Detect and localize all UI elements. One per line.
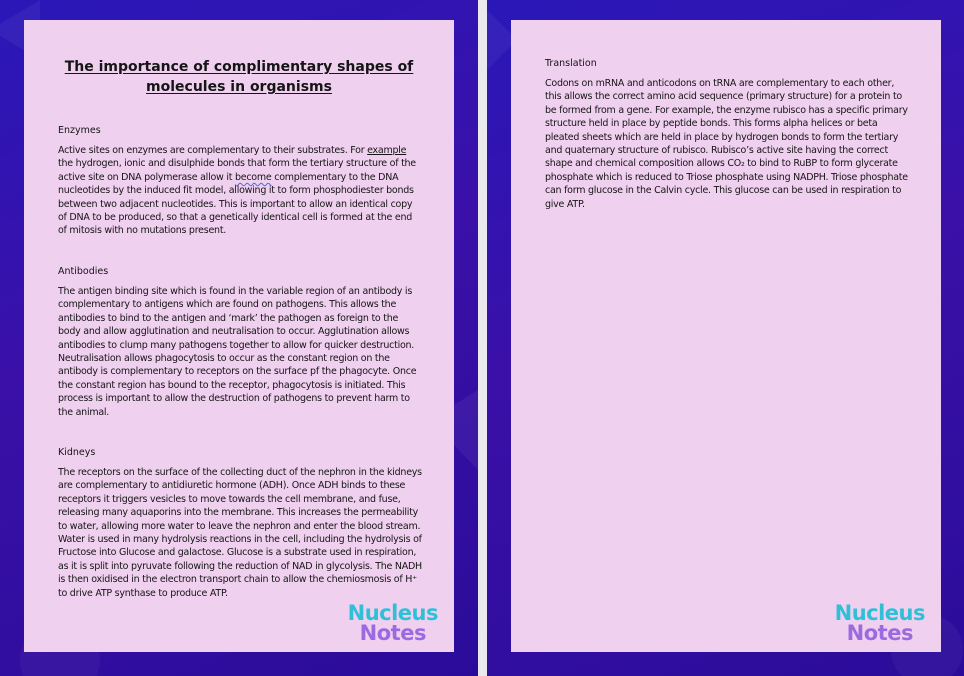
section-body-kidneys: The receptors on the surface of the collecting duct of the nephron in the kidneys are complementary to antidiuretic hormone (ADH). Once ADH binds to these receptors it triggers vesicles to move towards the cell membrane, and fuse, releasing many aquaporins into the membrane. This increases the permeability to water, allowing more water to leave the nephron and enter the blood stream. Water is used in many hydrolysis reactions in the cell, including the hydrolysis of Fructose into Glucose and galactose. Glucose is a substrate used in respiration, as it is split into pyruvate following the reduction of NAD in glycolysis. The NADH is then oxidised in the electron transport chain to allow the chemiosmosis of H⁺ to drive ATP synthase to produce ATP. <box>58 467 422 599</box>
nucleus-notes-logo: Nucleus Notes <box>347 601 438 645</box>
section-heading-translation: Translation <box>545 58 597 69</box>
nucleus-notes-logo: Nucleus Notes <box>834 601 925 645</box>
page-title: The importance of complimentary shapes of molecules in organisms <box>64 59 414 95</box>
underlined-word: example <box>367 145 407 156</box>
left-page-panel <box>0 0 478 676</box>
right-page-panel <box>487 0 964 676</box>
section-body-antibodies: The antigen binding site which is found in the variable region of an antibody is complementary to antigens which are found on pathogens. This allows the antibodies to bind to the antigen and ‘mark’ the pathogen as foreign to the body and allow agglutination and neutralisation to occur. Agglutination allows antibodies to clump many pathogens together to allow for quicker destruction. Neutralisation allows phagocytosis to occur as the constant region on the antibody is complementary to receptors on the surface pf the phagocyte. Once the constant region has bound to the receptor, phagocytosis is initiated. This process is important to allow the destruction of pathogens to prevent harm to the animal. <box>58 286 417 418</box>
section-heading-enzymes: Enzymes <box>58 125 101 136</box>
document-page-1 <box>24 20 454 652</box>
section-body-enzymes: Active sites on enzymes are complementary to their substrates. For example the hydrogen, ionic and disulphide bonds that form the tertiary structure of the active site on DNA polymerase allow it become complementary to the DNA nucleotides by the induced fit model, allowing it to form phosphodiester bonds between two adjacent nucleotides. This is important to allow an identical copy of DNA to be produced, so that a genetically identical cell is formed at the end of mitosis with no mutations present. <box>58 145 416 237</box>
section-body-translation: Codons on mRNA and anticodons on tRNA are complementary to each other, this allows the correct amino acid sequence (primary structure) for a protein to be formed from a gene. For example, the enzyme rubisco has a specific primary structure held in place by peptide bonds. This forms alpha helices or beta pleated sheets which are held in place by hydrogen bonds to form the tertiary and quaternary structure of rubisco. Rubisco’s active site having the correct shape and chemical composition allows CO₂ to bind to RuBP to form glycerate phosphate which is reduced to Triose phosphate using NADPH. Triose phosphate can form glucose in the Calvin cycle. This glucose can be used in respiration to give ATP. <box>545 78 908 210</box>
section-heading-kidneys: Kidneys <box>58 447 96 458</box>
spellcheck-underlined-word: become <box>234 171 272 183</box>
section-heading-antibodies: Antibodies <box>58 266 109 277</box>
document-page-2 <box>511 20 941 652</box>
